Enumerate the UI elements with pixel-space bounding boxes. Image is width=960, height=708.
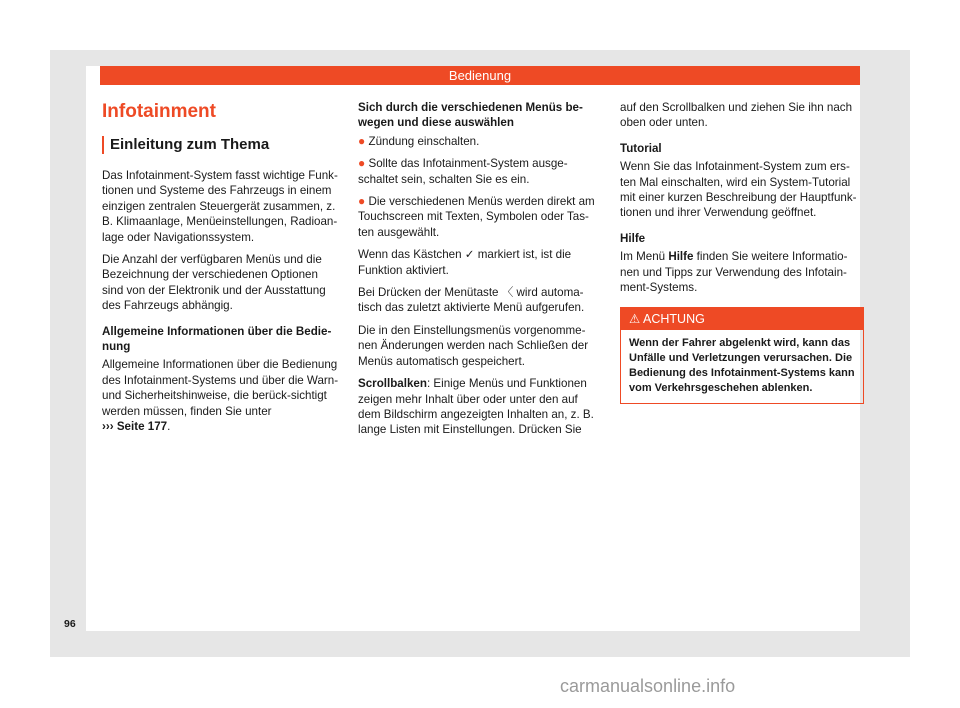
warning-box bbox=[620, 307, 864, 403]
column-3 bbox=[620, 100, 864, 404]
checkbox-paragraph: Wenn das Kästchen ✓ markiert ist, ist die Funktion aktiviert. bbox=[358, 248, 572, 277]
intro-paragraph: Das Infotainment-System fasst wichtige Funk-tionen und Systeme des Fahrzeugs in einem einzigen zentralen Steuergerät zusammen, z. B. Klimaanlage, Menüeinstellungen, Radioan-lage oder Navigationssystem. bbox=[102, 169, 338, 244]
warning-triangle-icon: ⚠ bbox=[629, 312, 641, 327]
bullet-item bbox=[358, 194, 602, 240]
warning-body: Wenn der Fahrer abgelenkt wird, kann das Unfälle und Verletzungen verursachen. Die Bedienung des Infotainment-Systems kann vom Verkehrsgeschehen ablenken. bbox=[629, 337, 855, 394]
scrollbar-label: Scrollbalken bbox=[358, 377, 427, 391]
section-header: Bedienung bbox=[100, 66, 860, 85]
subtitle-block bbox=[102, 136, 342, 154]
page-number: 96 bbox=[64, 618, 76, 630]
scrollbar-continued: auf den Scrollbalken und ziehen Sie ihn nach oben oder unten. bbox=[620, 101, 853, 130]
column-1 bbox=[102, 100, 342, 442]
bullet-dot-icon: ● bbox=[358, 156, 366, 171]
watermark: carmanualsonline.info bbox=[560, 676, 736, 696]
general-info-text: Allgemeine Informationen über die Bedienung des Infotainment-Systems und über die Warn- und Sicherheitshinweise, die berück-sichtigt werden müssen, finden Sie unter bbox=[102, 358, 339, 418]
scrollbar-text: : Einige Menüs und Funktionen zeigen mehr Inhalt über oder unter den auf dem Bildschirm angezeigten Inhalten an, z. B. lange Listen mit Einstellungen. Drücken Sie bbox=[358, 377, 594, 437]
bullet-text: Sollte das Infotainment-System ausge-schaltet sein, schalten Sie es ein. bbox=[358, 157, 568, 186]
help-text-pre: Im Menü bbox=[620, 250, 669, 264]
general-info-paragraph bbox=[102, 357, 342, 434]
settings-paragraph: Die in den Einstellungsmenüs vorgenomme-nen Änderungen werden nach Schließen der Menüs automatisch gespeichert. bbox=[358, 323, 589, 368]
page-reference-link[interactable]: Seite 177 bbox=[116, 420, 168, 434]
help-paragraph bbox=[620, 249, 864, 295]
menus-paragraph: Die Anzahl der verfügbaren Menüs und die Bezeichnung der verschiedenen Optionen sind von der Elektronik und der Ausstattung des Fahrzeugs abhängig. bbox=[102, 253, 326, 313]
general-info-heading: Allgemeine Informationen über die Bedie-nung bbox=[102, 324, 332, 354]
help-heading: Hilfe bbox=[620, 231, 646, 245]
bullet-text: Zündung einschalten. bbox=[368, 134, 480, 148]
warning-header bbox=[621, 308, 863, 330]
tutorial-paragraph: Wenn Sie das Infotainment-System zum ers-ten Mal einschalten, wird ein System-Tutorial mit einer kurzen Beschreibung der Hauptfunk-tionen und ihrer Verwendung geöffnet. bbox=[620, 160, 857, 220]
section-subtitle: Einleitung zum Thema bbox=[110, 136, 270, 153]
menus-heading: Sich durch die verschiedenen Menüs be-wegen und diese auswählen bbox=[358, 101, 583, 130]
bullet-dot-icon: ● bbox=[358, 133, 366, 148]
page-title: Infotainment bbox=[102, 101, 216, 122]
bullet-item bbox=[358, 156, 602, 187]
help-text-post: finden Sie weitere Informatio-nen und Tipps zur Verwendung des Infotain-ment-Systems. bbox=[620, 250, 848, 295]
bullet-item bbox=[358, 134, 602, 149]
reference-arrow: ››› bbox=[102, 420, 114, 434]
bullet-text: Die verschiedenen Menüs werden direkt am Touchscreen mit Texten, Symbolen oder Tas-ten ausgewählt. bbox=[358, 195, 595, 239]
tutorial-heading: Tutorial bbox=[620, 141, 662, 155]
reference-end: . bbox=[167, 420, 171, 434]
bullet-dot-icon: ● bbox=[358, 194, 366, 209]
scrollbar-paragraph bbox=[358, 376, 602, 438]
help-menu-name: Hilfe bbox=[668, 250, 694, 264]
warning-title: ACHTUNG bbox=[643, 312, 705, 327]
column-2 bbox=[358, 100, 602, 445]
back-key-paragraph: Bei Drücken der Menütaste 〈 wird automa-tisch das zuletzt aktivierte Menü aufgerufen. bbox=[358, 286, 585, 315]
